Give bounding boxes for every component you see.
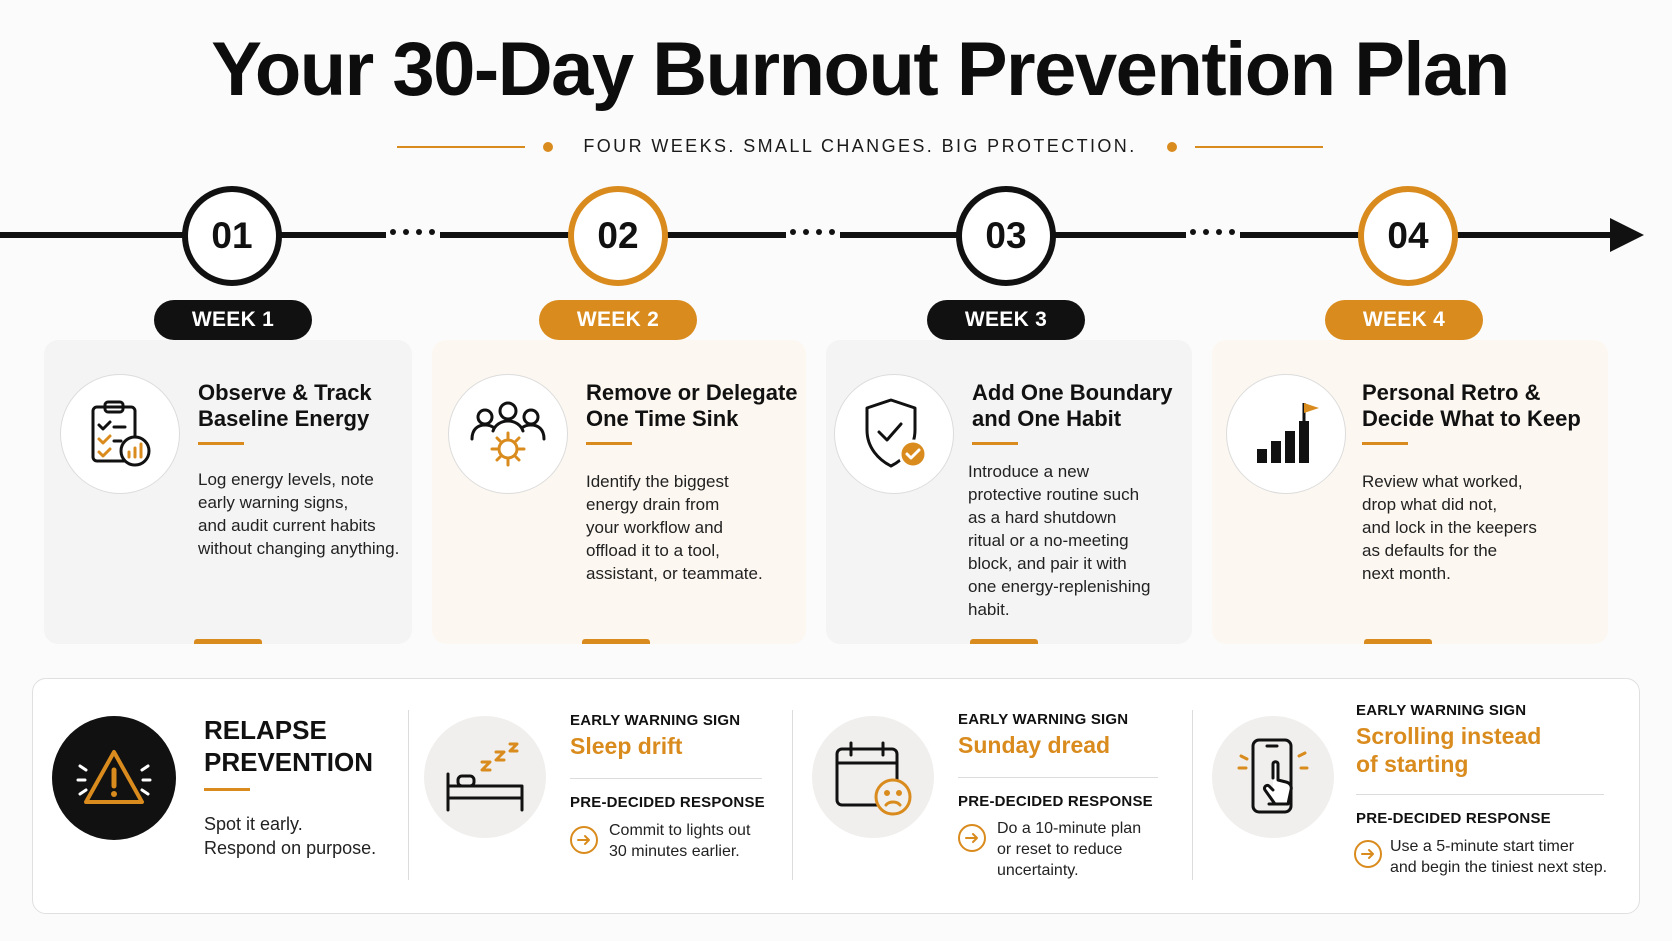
timeline-dots [1190,229,1235,235]
relapse-subtitle: Spot it early. Respond on purpose. [204,814,377,858]
week-card-title: Add One Boundary and One Habit [972,380,1173,431]
timeline-dots [390,229,435,235]
pre-decided-response-label: PRE-DECIDED RESPONSE [570,794,765,811]
week-pill-3: WEEK 3 [927,300,1085,340]
phone-tap-icon [1212,716,1334,838]
subtitle-row [0,136,1672,157]
week-card-body: Log energy levels, note early warning signs, and audit current habits without changing anything. [198,470,400,558]
step-number-4: 04 [1358,186,1458,286]
card-title-rule [586,442,632,445]
pre-decided-response-label: PRE-DECIDED RESPONSE [958,793,1153,810]
step-number-2: 02 [568,186,668,286]
bar-chart-flag-icon [1226,374,1346,494]
week-card-body: Introduce a new protective routine such as a hard shutdown ritual or a no-meeting block, and pair it with one energy-replenishing habit. [968,462,1151,619]
arrow-right-icon [1354,840,1382,868]
team-gear-icon [448,374,568,494]
step-number-1: 01 [182,186,282,286]
shield-check-icon [834,374,954,494]
early-warning-label: EARLY WARNING SIGN [570,712,741,729]
week-card-1 [44,340,412,644]
card-bottom-tab [194,639,262,644]
step-number-3: 03 [956,186,1056,286]
response-text: Commit to lights out 30 minutes earlier. [609,822,751,860]
card-title-rule [1362,442,1408,445]
pre-decided-response-label: PRE-DECIDED RESPONSE [1356,810,1551,827]
page-title: Your 30-Day Burnout Prevention Plan [211,27,1509,112]
sign-divider [958,777,1158,778]
timeline-arrowhead [1610,218,1644,252]
week-card-body: Identify the biggest energy drain from your workflow and offload it to a tool, assistant, or teammate. [586,472,763,583]
week-card-3 [826,340,1192,644]
early-warning-label: EARLY WARNING SIGN [1356,702,1527,719]
warning-triangle-icon [52,716,176,840]
response-text: Use a 5-minute start timer and begin the tiniest next step. [1390,838,1608,876]
week-pill-1: WEEK 1 [154,300,312,340]
early-warning-title: Scrolling instead of starting [1356,723,1542,777]
arrow-right-icon [570,826,598,854]
relapse-title-rule [204,788,250,791]
card-bottom-tab [1364,639,1432,644]
early-warning-title: Sunday dread [958,732,1111,758]
early-warning-label: EARLY WARNING SIGN [958,711,1129,728]
card-title-rule [198,442,244,445]
early-warning-title: Sleep drift [570,733,683,759]
subtitle: FOUR WEEKS. SMALL CHANGES. BIG PROTECTION. [583,136,1137,156]
panel-divider [792,710,793,880]
subtitle-dot-right [1167,142,1177,152]
panel-divider [1192,710,1193,880]
week-card-2 [432,340,806,644]
sign-divider [570,778,762,779]
calendar-sad-face-icon [812,716,934,838]
clipboard-chart-icon [60,374,180,494]
card-title-rule [972,442,1018,445]
week-card-4 [1212,340,1608,644]
week-card-title: Personal Retro & Decide What to Keep [1362,380,1581,431]
timeline-dots [790,229,835,235]
response-text: Do a 10-minute plan or reset to reduce uncertainty. [997,820,1142,879]
week-card-title: Remove or Delegate One Time Sink [586,380,798,431]
card-bottom-tab [582,639,650,644]
week-pill-2: WEEK 2 [539,300,697,340]
week-card-body: Review what worked, drop what did not, and lock in the keepers as defaults for the next month. [1362,472,1537,583]
sign-divider [1356,794,1604,795]
card-bottom-tab [970,639,1038,644]
panel-divider [408,710,409,880]
week-card-title: Observe & Track Baseline Energy [198,380,372,431]
week-pill-4: WEEK 4 [1325,300,1483,340]
relapse-title: RELAPSE PREVENTION [204,715,374,777]
subtitle-line-right [1195,146,1323,148]
subtitle-line-left [397,146,525,148]
arrow-right-icon [958,824,986,852]
sleeping-bed-icon [424,716,546,838]
subtitle-dot-left [543,142,553,152]
